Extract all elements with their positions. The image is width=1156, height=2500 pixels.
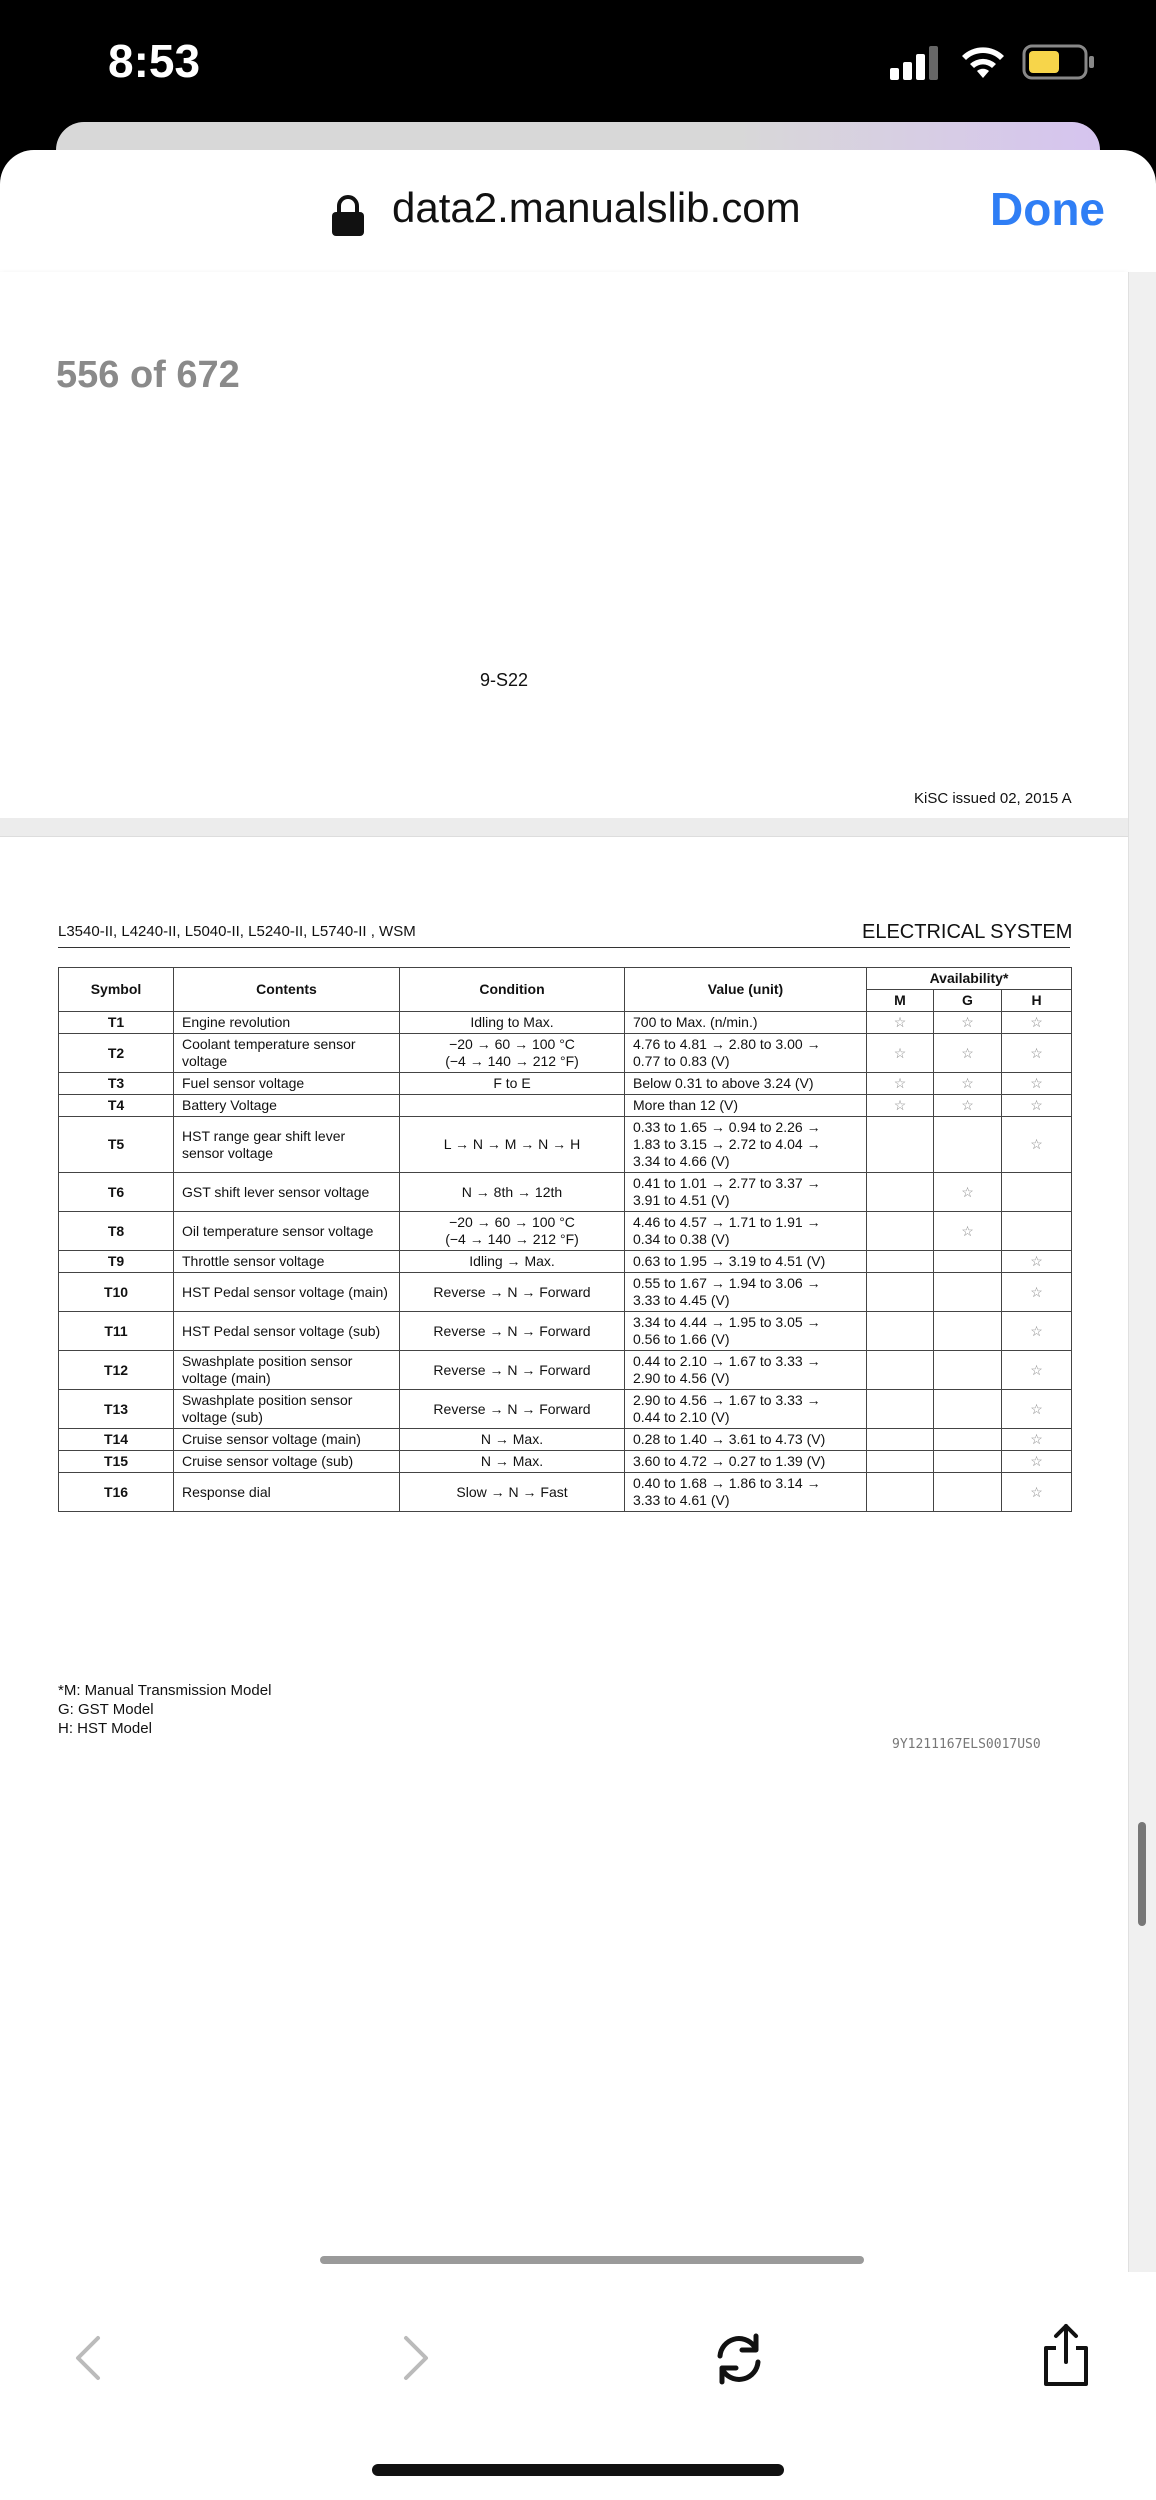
header-symbol: Symbol: [59, 968, 174, 1012]
row-condition: F to E: [400, 1073, 625, 1095]
wifi-icon: [958, 42, 1008, 82]
row-condition: N → Max.: [400, 1429, 625, 1451]
row-value: 0.55 to 1.67 → 1.94 to 3.06 → 3.33 to 4.45 (V): [625, 1273, 867, 1312]
footnote: H: HST Model: [58, 1720, 152, 1737]
row-contents: Cruise sensor voltage (main): [174, 1429, 400, 1451]
table-row: [59, 1251, 1072, 1273]
row-contents: Engine revolution: [174, 1012, 400, 1034]
row-value: 0.41 to 1.01 → 2.77 to 3.37 → 3.91 to 4.51 (V): [625, 1173, 867, 1212]
row-condition: N → 8th → 12th: [400, 1173, 625, 1212]
availability-h: ☆: [1002, 1473, 1072, 1512]
row-symbol: T1: [59, 1012, 174, 1034]
row-value: 0.44 to 2.10 → 1.67 to 3.33 → 2.90 to 4.56 (V): [625, 1351, 867, 1390]
previous-page: [0, 272, 1128, 818]
availability-g: [934, 1390, 1002, 1429]
availability-h: ☆: [1002, 1095, 1072, 1117]
availability-m: [867, 1473, 934, 1512]
home-indicator[interactable]: [372, 2464, 784, 2476]
reference-code: 9Y1211167ELS0017US0: [892, 1737, 1041, 1752]
table-row: [59, 1429, 1072, 1451]
availability-m: [867, 1212, 934, 1251]
row-value: More than 12 (V): [625, 1095, 867, 1117]
availability-m: [867, 1312, 934, 1351]
table-row: [59, 1212, 1072, 1251]
current-page: [0, 836, 1128, 2273]
table-row: [59, 1312, 1072, 1351]
availability-g: [934, 1451, 1002, 1473]
availability-m: ☆: [867, 1012, 934, 1034]
availability-g: [934, 1429, 1002, 1451]
spec-table: [58, 967, 1072, 1512]
row-value: 3.34 to 4.44 → 1.95 to 3.05 → 0.56 to 1.66 (V): [625, 1312, 867, 1351]
row-contents: Oil temperature sensor voltage: [174, 1212, 400, 1251]
row-value: 0.33 to 1.65 → 0.94 to 2.26 → 1.83 to 3.15 → 2.72 to 4.04 → 3.34 to 4.66 (V): [625, 1117, 867, 1173]
done-button[interactable]: Done: [990, 183, 1105, 235]
availability-g: [934, 1312, 1002, 1351]
availability-g: [934, 1251, 1002, 1273]
row-symbol: T9: [59, 1251, 174, 1273]
availability-g: [934, 1351, 1002, 1390]
header-h: H: [1002, 990, 1072, 1012]
page-header-section: ELECTRICAL SYSTEM: [862, 921, 1073, 943]
row-contents: HST Pedal sensor voltage (main): [174, 1273, 400, 1312]
header-condition: Condition: [400, 968, 625, 1012]
availability-g: ☆: [934, 1073, 1002, 1095]
row-condition: Idling to Max.: [400, 1012, 625, 1034]
row-condition: Reverse → N → Forward: [400, 1312, 625, 1351]
table-row: [59, 1173, 1072, 1212]
issued-text: KiSC issued 02, 2015 A: [914, 790, 1072, 807]
availability-g: ☆: [934, 1012, 1002, 1034]
row-condition: L → N → M → N → H: [400, 1117, 625, 1173]
url-bar: [0, 150, 1156, 272]
row-symbol: T5: [59, 1117, 174, 1173]
table-row: [59, 1451, 1072, 1473]
page-number: 9-S22: [480, 670, 529, 690]
availability-h: ☆: [1002, 1251, 1072, 1273]
availability-g: ☆: [934, 1173, 1002, 1212]
row-symbol: T8: [59, 1212, 174, 1251]
footnotes: [58, 1681, 271, 1738]
row-contents: HST range gear shift lever sensor voltage: [174, 1117, 400, 1173]
row-symbol: T11: [59, 1312, 174, 1351]
row-value: 2.90 to 4.56 → 1.67 to 3.33 → 0.44 to 2.10 (V): [625, 1390, 867, 1429]
cellular-signal-icon: [888, 44, 944, 80]
header-divider: [58, 947, 1070, 948]
row-contents: HST Pedal sensor voltage (sub): [174, 1312, 400, 1351]
chevron-left-icon[interactable]: [68, 2334, 108, 2382]
status-bar: [0, 0, 1156, 130]
row-value: 0.40 to 1.68 → 1.86 to 3.14 → 3.33 to 4.61 (V): [625, 1473, 867, 1512]
header-g: G: [934, 990, 1002, 1012]
availability-m: [867, 1351, 934, 1390]
row-contents: Coolant temperature sensor voltage: [174, 1034, 400, 1073]
row-condition: Slow → N → Fast: [400, 1473, 625, 1512]
viewer-scroll-track: [1128, 272, 1156, 2272]
row-symbol: T10: [59, 1273, 174, 1312]
availability-m: [867, 1117, 934, 1173]
row-contents: Response dial: [174, 1473, 400, 1512]
header-contents: Contents: [174, 968, 400, 1012]
availability-h: ☆: [1002, 1273, 1072, 1312]
row-value: Below 0.31 to above 3.24 (V): [625, 1073, 867, 1095]
availability-m: [867, 1390, 934, 1429]
row-value: 3.60 to 4.72 → 0.27 to 1.39 (V): [625, 1451, 867, 1473]
row-value: 4.76 to 4.81 → 2.80 to 3.00 → 0.77 to 0.83 (V): [625, 1034, 867, 1073]
lock-icon: [330, 194, 366, 238]
chevron-right-icon[interactable]: [396, 2334, 436, 2382]
availability-h: ☆: [1002, 1012, 1072, 1034]
row-condition: Reverse → N → Forward: [400, 1273, 625, 1312]
row-symbol: T13: [59, 1390, 174, 1429]
horizontal-scrollbar[interactable]: [320, 2256, 864, 2264]
availability-h: ☆: [1002, 1429, 1072, 1451]
row-symbol: T6: [59, 1173, 174, 1212]
availability-h: ☆: [1002, 1073, 1072, 1095]
row-condition: N → Max.: [400, 1451, 625, 1473]
header-availability: Availability*: [867, 968, 1072, 990]
availability-h: [1002, 1173, 1072, 1212]
row-condition: Reverse → N → Forward: [400, 1351, 625, 1390]
row-value: 0.63 to 1.95 → 3.19 to 4.51 (V): [625, 1251, 867, 1273]
table-row: [59, 1273, 1072, 1312]
vertical-scrollbar[interactable]: [1138, 1822, 1146, 1926]
footnote: *M: Manual Transmission Model: [58, 1682, 272, 1699]
availability-m: [867, 1429, 934, 1451]
availability-h: ☆: [1002, 1312, 1072, 1351]
row-contents: Fuel sensor voltage: [174, 1073, 400, 1095]
availability-h: ☆: [1002, 1451, 1072, 1473]
row-condition: −20 → 60 → 100 °C (−4 → 140 → 212 °F): [400, 1034, 625, 1073]
row-symbol: T2: [59, 1034, 174, 1073]
row-value: 4.46 to 4.57 → 1.71 to 1.91 → 0.34 to 0.38 (V): [625, 1212, 867, 1251]
table-row: [59, 1390, 1072, 1429]
availability-m: [867, 1451, 934, 1473]
availability-g: ☆: [934, 1034, 1002, 1073]
availability-h: ☆: [1002, 1390, 1072, 1429]
share-icon[interactable]: [1040, 2322, 1092, 2388]
table-row: [59, 1117, 1072, 1173]
row-symbol: T15: [59, 1451, 174, 1473]
availability-g: [934, 1117, 1002, 1173]
availability-m: [867, 1251, 934, 1273]
availability-g: [934, 1473, 1002, 1512]
spec-table-body: [59, 1012, 1072, 1512]
table-row: [59, 1095, 1072, 1117]
availability-g: [934, 1273, 1002, 1312]
availability-m: [867, 1273, 934, 1312]
row-contents: GST shift lever sensor voltage: [174, 1173, 400, 1212]
availability-m: ☆: [867, 1073, 934, 1095]
availability-h: [1002, 1212, 1072, 1251]
table-row: [59, 1012, 1072, 1034]
row-symbol: T3: [59, 1073, 174, 1095]
availability-g: ☆: [934, 1212, 1002, 1251]
row-condition: −20 → 60 → 100 °C (−4 → 140 → 212 °F): [400, 1212, 625, 1251]
row-symbol: T14: [59, 1429, 174, 1451]
table-row: [59, 1073, 1072, 1095]
availability-m: [867, 1173, 934, 1212]
row-symbol: T12: [59, 1351, 174, 1390]
row-condition: Idling → Max.: [400, 1251, 625, 1273]
availability-h: ☆: [1002, 1034, 1072, 1073]
footnote: G: GST Model: [58, 1701, 154, 1718]
page-gap: [0, 818, 1128, 836]
document-viewer[interactable]: [0, 272, 1156, 2272]
row-contents: Swashplate position sensor voltage (main): [174, 1351, 400, 1390]
row-symbol: T4: [59, 1095, 174, 1117]
page-count-indicator: 556 of 672: [56, 354, 240, 396]
table-row: [59, 1351, 1072, 1390]
reload-icon[interactable]: [712, 2332, 766, 2386]
availability-m: ☆: [867, 1095, 934, 1117]
status-time: 8:53: [108, 35, 201, 87]
row-contents: Cruise sensor voltage (sub): [174, 1451, 400, 1473]
table-row: [59, 1473, 1072, 1512]
availability-h: ☆: [1002, 1351, 1072, 1390]
header-value: Value (unit): [625, 968, 867, 1012]
row-value: 700 to Max. (n/min.): [625, 1012, 867, 1034]
row-contents: Battery Voltage: [174, 1095, 400, 1117]
row-contents: Throttle sensor voltage: [174, 1251, 400, 1273]
availability-m: ☆: [867, 1034, 934, 1073]
availability-g: ☆: [934, 1095, 1002, 1117]
header-m: M: [867, 990, 934, 1012]
browser-sheet: [0, 150, 1156, 2500]
battery-icon: [1022, 44, 1096, 80]
row-value: 0.28 to 1.40 → 3.61 to 4.73 (V): [625, 1429, 867, 1451]
row-condition: [400, 1095, 625, 1117]
row-symbol: T16: [59, 1473, 174, 1512]
url-text[interactable]: data2.manualslib.com: [392, 184, 801, 231]
row-contents: Swashplate position sensor voltage (sub): [174, 1390, 400, 1429]
page-header-models: L3540-II, L4240-II, L5040-II, L5240-II, L5740-II , WSM: [58, 923, 416, 940]
availability-h: ☆: [1002, 1117, 1072, 1173]
row-condition: Reverse → N → Forward: [400, 1390, 625, 1429]
table-row: [59, 1034, 1072, 1073]
